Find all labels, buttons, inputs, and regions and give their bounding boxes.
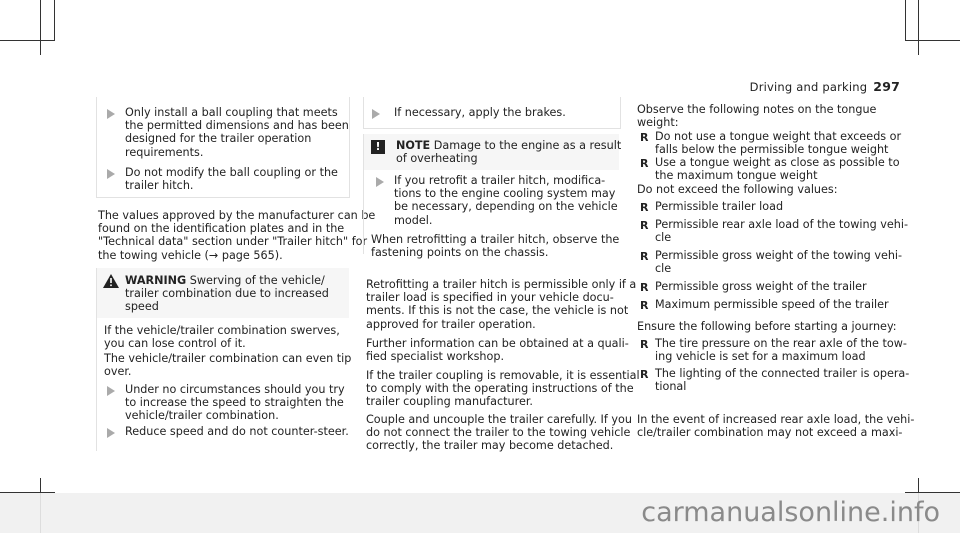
note-heading: NOTE Damage to the engine as a result of overheating — [396, 139, 622, 166]
warning-label: WARNING — [125, 274, 187, 287]
page-number: 297 — [873, 79, 900, 94]
step-arrow-icon — [107, 386, 115, 396]
crop-mark — [54, 0, 55, 40]
section-title: Driving and parking — [749, 80, 868, 94]
paragraph: Couple and uncouple the trailer carefully. If you do not connect the trailer to the towing vehicle correctly, the trailer may become detached. — [366, 413, 632, 453]
list-item: Permissible trailer load — [655, 200, 784, 213]
crop-mark — [40, 0, 41, 55]
crop-mark — [0, 40, 55, 41]
crop-mark — [905, 40, 960, 41]
bullet-icon: R — [640, 338, 649, 351]
bullet-icon: R — [640, 368, 649, 381]
step-arrow-icon — [376, 177, 384, 187]
list-item: Permissible gross weight of the trailer — [655, 280, 867, 293]
list-item: Permissible gross weight of the towing vehi- cle — [655, 249, 903, 276]
step-text: Under no circumstances should you try to increase the speed to straighten the vehicle/trailer combination. — [125, 383, 345, 423]
step-text: Do not modify the ball coupling or the trailer hitch. — [125, 166, 338, 193]
paragraph: Observe the following notes on the tongue weight: — [637, 103, 877, 130]
bullet-icon: R — [640, 219, 649, 232]
step-arrow-icon — [107, 428, 115, 438]
paragraph: If the trailer coupling is removable, it is essential to comply with the operating instructions of the trailer coupling manufacturer. — [366, 369, 640, 409]
bullet-icon: R — [640, 201, 649, 214]
list-item: The tire pressure on the rear axle of the tow- ing vehicle is set for a maximum load — [655, 337, 907, 364]
list-item: Use a tongue weight as close as possible to the maximum tongue weight — [655, 156, 900, 183]
list-item: Do not use a tongue weight that exceeds or falls below the permissible tongue weight — [655, 130, 902, 157]
step-arrow-icon — [107, 169, 115, 179]
bullet-icon: R — [640, 131, 649, 144]
paragraph: Further information can be obtained at a quali- fied specialist workshop. — [366, 337, 629, 364]
warning-text: The vehicle/trailer combination can even tip over. — [104, 352, 352, 379]
paragraph: In the event of increased rear axle load, the vehi- cle/trailer combination may not exceed a maxi- — [637, 413, 915, 440]
paragraph: Retrofitting a trailer hitch is permissible only if a trailer load is specified in your vehicle docu- ments. If this is not the case, the vehicle is not approved for trailer operation. — [366, 278, 637, 331]
warning-triangle-icon — [103, 274, 119, 288]
watermark: carmanualsonline.info — [0, 493, 960, 533]
bullet-icon: R — [640, 281, 649, 294]
step-text: Only install a ball coupling that meets the permitted dimensions and has been designed for the trailer operation requirements. — [125, 106, 349, 159]
step-arrow-icon — [107, 109, 115, 119]
paragraph: Ensure the following before starting a journey: — [637, 320, 897, 333]
note-label: NOTE — [396, 139, 431, 152]
bullet-icon: R — [640, 157, 649, 170]
note-text: When retrofitting a trailer hitch, observe the fastening points on the chassis. — [371, 233, 620, 260]
step-text: If necessary, apply the brakes. — [394, 106, 566, 119]
exclamation-icon: ! — [371, 140, 385, 154]
bullet-icon: R — [640, 299, 649, 312]
warning-heading: WARNING Swerving of the vehicle/ trailer combination due to increased speed — [125, 274, 329, 314]
list-item: The lighting of the connected trailer is opera- tional — [655, 367, 910, 394]
step-text: If you retrofit a trailer hitch, modifica- tions to the engine cooling system may be necessary, depending on the vehicle model. — [394, 174, 618, 227]
running-header — [750, 79, 900, 94]
list-item: Maximum permissible speed of the trailer — [655, 298, 889, 311]
bullet-icon: R — [640, 250, 649, 263]
list-item: Permissible rear axle load of the towing vehi- cle — [655, 218, 909, 245]
paragraph: Do not exceed the following values: — [637, 183, 838, 196]
warning-text: If the vehicle/trailer combination swerves, you can lose control of it. — [104, 324, 340, 351]
step-arrow-icon — [372, 109, 380, 119]
step-text: Reduce speed and do not counter-steer. — [125, 425, 349, 438]
crop-mark — [905, 0, 906, 40]
paragraph: The values approved by the manufacturer can be found on the identification plates and in the "Technical data" section under "Trailer hitch" for the towing vehicle (→ page 565). — [98, 209, 376, 262]
crop-mark — [918, 0, 919, 55]
